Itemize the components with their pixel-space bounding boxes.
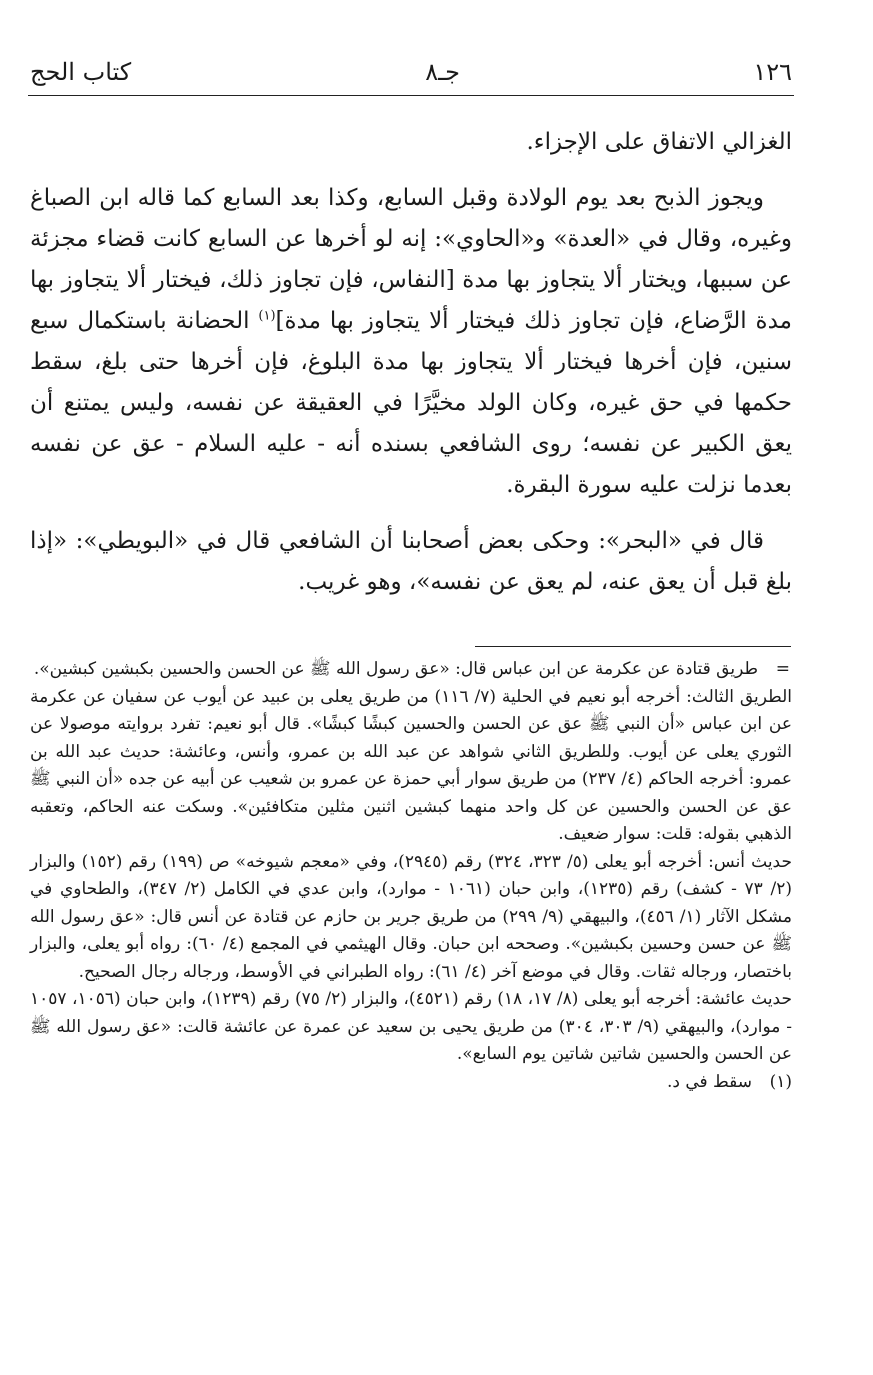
- volume-number: جـ٨: [425, 58, 460, 86]
- paragraph-2-part-1: ويجوز الذبح بعد يوم الولادة وقبل السابع، وكذا بعد السابع كما قاله ابن الصباغ وغيره، وقال في «العدة» و«الحاوي»: إنه لو أخرها عن السابع كانت قضاء مجزئة عن سببها، ويختار ألا يتجاوز بها مدة [النفاس، فإن تجاوز ذلك، فيختار ألا يتجاوز بها مدة الرَّضاع، فإن تجاوز ذلك فيختار ألا يتجاوز بها مدة]: [30, 185, 792, 334]
- footnote-third-way: الطريق الثالث: أخرجه أبو نعيم في الحلية (٧/ ١١٦) من طريق يعلى بن عبيد عن أيوب عن سفيان عن عكرمة عن ابن عباس «أن النبي ﷺ عق عن الحسن والحسين كبشًا كبشًا». قال أبو نعيم: تفرد بروايته موصولا عن الثوري يعلى عن أيوب. وللطريق الثاني شواهد عن عبد الله بن عمرو، وأنس، وعائشة: حديث عبد الله بن عمرو: أخرجه الحاكم (٤/ ٢٣٧) من طريق سوار أبي حمزة عن عمرو بن شعيب عن أبيه عن جده «أن النبي ﷺ عق عن الحسن والحسين عن كل واحد منهما كبشين اثنين مثلين متكافئين». وسكت عنه الحاكم، وتعقبه الذهبي بقوله: قلت: سوار ضعيف.: [30, 686, 792, 844]
- footnote-1: [30, 1069, 792, 1097]
- main-text: [30, 122, 792, 618]
- header-divider: [28, 95, 794, 96]
- paragraph-1: الغزالي الاتفاق على الإجزاء.: [526, 129, 792, 155]
- page-number: ١٢٦: [753, 58, 792, 86]
- paragraph-2-part-2: الحضانة باستكمال سبع سنين، فإن أخرها فيختار ألا يتجاوز بها مدة البلوغ، فإن أخرها حتى بلغ، سقط حكمها في حق غيره، وكان الولد مخيَّرًا في العقيقة عن نفسه، وليس يمتنع أن يعق الكبير عن نفسه؛ روى الشافعي بسنده أنه - عليه السلام - عق عن نفسه بعدما نزلت عليه سورة البقرة.: [30, 308, 792, 498]
- footnote-aisha: حديث عائشة: أخرجه أبو يعلى (٨/ ١٧، ١٨) رقم (٤٥٢١)، والبزار (٢/ ٧٥) رقم (١٢٣٩)، وابن حبان (١٠٥٦، ١٠٥٧ - موارد)، والبيهقي (٩/ ٣٠٣، ٣٠٤) من طريق يحيى بن سعيد عن عمرة عن عائشة قالت: «عق رسول الله ﷺ عن الحسن والحسين شاتين شاتين يوم السابع».: [30, 989, 793, 1064]
- footnote-1-text: سقط في د.: [666, 1071, 752, 1092]
- running-header: [30, 52, 792, 92]
- continuation-text: طريق قتادة عن عكرمة عن ابن عباس قال: «عق رسول الله ﷺ عن الحسن والحسين بكبشين كبشين».: [33, 659, 758, 679]
- footnote-1-marker: (١): [769, 1071, 792, 1092]
- footnote-anas: حديث أنس: أخرجه أبو يعلى (٥/ ٣٢٣، ٣٢٤) رقم (٢٩٤٥)، وفي «معجم شيوخه» ص (١٩٩) رقم (١٥٢) والبزار (٢/ ٧٣ - كشف) رقم (١٢٣٥)، وابن حبان (١٠٦١ - موارد)، وابن عدي في الكامل (٢/ ٣٤٧)، والطحاوي في مشكل الآثار (١/ ٤٥٦)، والبيهقي (٩/ ٢٩٩) من طريق جرير بن حازم عن قتادة عن أنس قال: «عق رسول الله ﷺ عن حسن وحسين بكبشين». وصححه ابن حبان. وقال الهيثمي في المجمع (٤/ ٦٠): رواه أبو يعلى، والبزار باختصار، ورجاله ثقات. وقال في موضع آخر (٤/ ٦١): رواه الطبراني في الأوسط، ورجاله رجال الصحيح.: [30, 851, 792, 982]
- continuation-marker: =: [775, 659, 790, 679]
- book-title: كتاب الحج: [30, 58, 132, 86]
- paragraph-2: [30, 178, 792, 506]
- footnote-continuation: [30, 656, 792, 684]
- footnote-reference-1: (١): [258, 308, 276, 324]
- footnotes: [30, 656, 792, 1096]
- footnote-divider: [475, 646, 791, 647]
- paragraph-3: قال في «البحر»: وحكى بعض أصحابنا أن الشافعي قال في «البويطي»: «إذا بلغ قبل أن يعق عنه، لم يعق عن نفسه»، وهو غريب.: [30, 528, 792, 595]
